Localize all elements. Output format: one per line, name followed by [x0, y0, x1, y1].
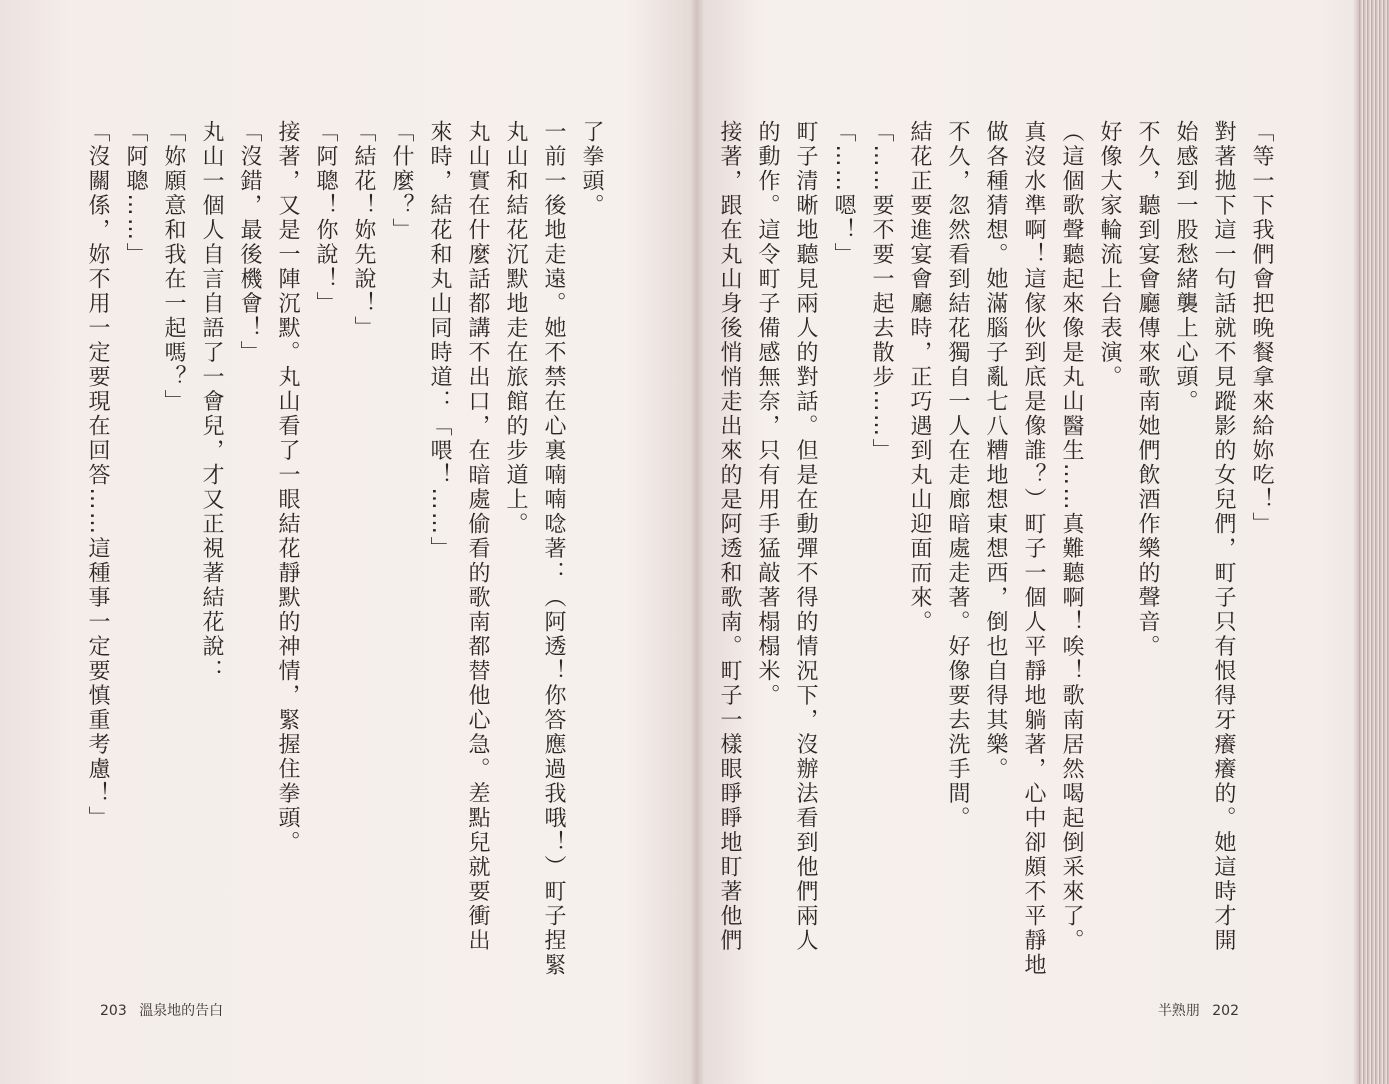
left-page-text: [78, 120, 610, 990]
text-column: 「妳願意和我在一起嗎？」: [161, 120, 186, 414]
text-column: 接著，跟在丸山身後悄悄走出來的是阿透和歌南。町子一樣眼睜睜地盯著他們: [717, 120, 742, 953]
text-column: 接著，又是一陣沉默。丸山看了一眼結花靜默的神情，緊握住拳頭。: [275, 120, 300, 855]
page-edges: [1359, 0, 1389, 1084]
right-page-text: [710, 120, 1280, 990]
text-column: 町子清晰地聽見兩人的對話。但是在動彈不得的情況下，沒辦法看到他們兩人: [793, 120, 818, 953]
text-column: 真沒水準啊！這傢伙到底是像誰？）町子一個人平靜地躺著，心中卻頗不平靜地: [1021, 120, 1046, 978]
text-column: 「阿聰……」: [123, 120, 148, 267]
text-column: 丸山實在什麼話都講不出口，在暗處偷看的歌南都替他心急。差點兒就要衝出: [465, 120, 490, 953]
text-column: 結花正要進宴會廳時，正巧遇到丸山迎面而來。: [907, 120, 932, 635]
text-column: 始感到一股愁緒襲上心頭。: [1173, 120, 1198, 414]
text-column: 的動作。這令町子備感無奈，只有用手猛敲著榻榻米。: [755, 120, 780, 708]
text-column: （這個歌聲聽起來像是丸山醫生……真難聽啊！唉！歌南居然喝起倒采來了。: [1059, 120, 1084, 953]
text-column: 「沒關係，妳不用一定要現在回答……這種事一定要慎重考慮！」: [85, 120, 110, 831]
right-page: [717, 120, 1280, 990]
text-column: 做各種猜想。她滿腦子亂七八糟地想東想西，倒也自得其樂。: [983, 120, 1008, 782]
text-column: 丸山和結花沉默地走在旅館的步道上。: [503, 120, 528, 537]
text-column: 對著拋下這一句話就不見蹤影的女兒們，町子只有恨得牙癢癢的。她這時才開: [1211, 120, 1236, 953]
page-number: 203: [100, 1003, 127, 1019]
text-column: 來時，結花和丸山同時道：「喂！……」: [427, 120, 452, 561]
running-title: 溫泉地的告白: [139, 1003, 224, 1019]
right-page-footer: [1150, 1000, 1239, 1020]
text-column: 了拳頭。: [579, 120, 604, 218]
page-number: 202: [1212, 1003, 1239, 1019]
left-page: [85, 120, 610, 990]
text-column: 好像大家輪流上台表演。: [1097, 120, 1122, 390]
text-column: 「等一下我們會把晚餐拿來給妳吃！」: [1249, 120, 1274, 537]
book-gutter: [690, 0, 704, 1084]
text-column: 「什麼？」: [389, 120, 414, 243]
text-column: 「……嗯！」: [831, 120, 856, 267]
running-title: 半熟朋: [1157, 1003, 1200, 1019]
text-column: 不久，忽然看到結花獨自一人在走廊暗處走著。好像要去洗手間。: [945, 120, 970, 831]
text-column: 不久，聽到宴會廳傳來歌南她們飲酒作樂的聲音。: [1135, 120, 1160, 659]
left-page-footer: [100, 1000, 231, 1020]
text-column: 丸山一個人自言自語了一會兒，才又正視著結花說：: [199, 120, 224, 684]
text-column: 「沒錯，最後機會！」: [237, 120, 262, 365]
text-column: 「結花！妳先說！」: [351, 120, 376, 341]
text-column: 「阿聰！你說！」: [313, 120, 338, 316]
text-column: 一前一後地走遠。她不禁在心裏喃喃唸著：（阿透！你答應過我哦！）町子捏緊: [541, 120, 566, 978]
text-column: 「……要不要一起去散步……」: [869, 120, 894, 463]
